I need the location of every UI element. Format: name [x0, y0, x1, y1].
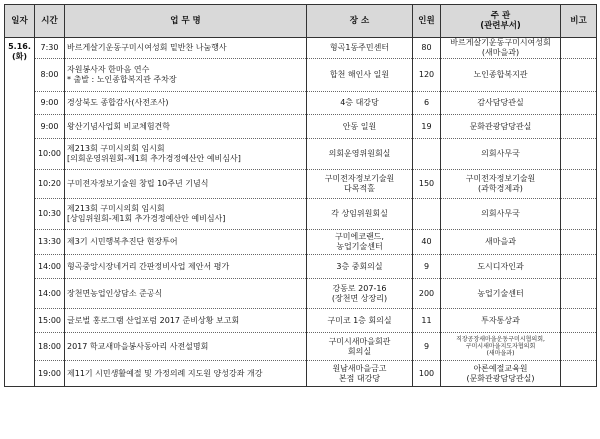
table-row: [5, 38, 597, 59]
place-text: 구미코 1층 회의실: [327, 315, 392, 325]
task-text: [상임위원회-제1회 추가경정예산안 예비심사]: [67, 214, 226, 223]
time-cell: 19:00: [35, 361, 65, 387]
host-text: 새마을과: [485, 237, 516, 246]
header-date: 일자: [5, 5, 35, 38]
place-text: 다목적홀: [344, 184, 375, 193]
task-text: 자원봉사자 한마음 연수: [67, 65, 150, 74]
header-task: 업 무 명: [65, 5, 307, 38]
task-text: 글로벌 홍로그램 산업포럼 2017 준비상황 보고회: [67, 315, 240, 325]
task-text: 제213회 구미시의회 임시회: [67, 144, 165, 153]
time-cell: 8:00: [35, 59, 65, 92]
task-text: * 출발 : 노인종합복지관 주차장: [67, 75, 177, 84]
note-cell: [561, 361, 597, 387]
host-cell: [441, 59, 561, 92]
people-cell: 150: [413, 170, 441, 199]
time-cell: 15:00: [35, 309, 65, 333]
task-cell: [65, 115, 307, 139]
task-cell: [65, 333, 307, 361]
place-cell: [307, 309, 413, 333]
table-row: [5, 230, 597, 255]
place-text: (장천면 상장리): [331, 293, 388, 303]
host-cell: [441, 279, 561, 309]
place-cell: [307, 115, 413, 139]
host-cell: [441, 230, 561, 255]
task-text: 제11기 시민생활예절 및 가정의례 지도원 양성강좌 개강: [67, 368, 263, 378]
task-text: 장천면농업인상담소 준공식: [67, 288, 163, 298]
place-cell: [307, 255, 413, 279]
host-cell: [441, 38, 561, 59]
place-cell: [307, 279, 413, 309]
place-text: 3층 중회의실: [336, 261, 383, 271]
task-text: 경상북도 종합감사(사전조사): [67, 98, 169, 107]
date-label: (화): [11, 52, 28, 61]
host-cell: [441, 255, 561, 279]
place-cell: [307, 170, 413, 199]
place-cell: [307, 199, 413, 230]
table-row: [5, 361, 597, 387]
time-cell: 14:00: [35, 255, 65, 279]
note-cell: [561, 38, 597, 59]
header-host-title: 주 관: [490, 11, 511, 21]
host-cell: [441, 361, 561, 387]
time-cell: 14:00: [35, 279, 65, 309]
people-cell: 80: [413, 38, 441, 59]
host-text: 아론예절교육원: [473, 363, 528, 373]
host-cell: [441, 199, 561, 230]
host-text: (새마을과): [481, 48, 520, 57]
note-cell: [561, 279, 597, 309]
note-cell: [561, 309, 597, 333]
place-cell: [307, 38, 413, 59]
time-cell: 7:30: [35, 38, 65, 59]
table-row: [5, 115, 597, 139]
place-text: 안동 일원: [342, 121, 377, 131]
time-cell: 9:00: [35, 92, 65, 115]
host-text: 의회사무국: [481, 149, 520, 158]
place-text: 구미전자정보기술원: [324, 174, 395, 183]
host-text: 농업기술센터: [477, 288, 524, 298]
people-cell: 9: [413, 333, 441, 361]
place-cell: [307, 361, 413, 387]
place-cell: [307, 333, 413, 361]
host-text: 의회사무국: [481, 209, 520, 218]
host-text: 구미전자정보기술원: [465, 174, 536, 183]
place-text: 농업기술센터: [336, 242, 383, 251]
task-cell: [65, 199, 307, 230]
time-cell: 18:00: [35, 333, 65, 361]
host-cell: [441, 170, 561, 199]
task-cell: [65, 279, 307, 309]
host-cell: [441, 92, 561, 115]
task-text: [의회운영위원회-제1회 추가경정예산안 예비심사]: [67, 154, 241, 163]
note-cell: [561, 230, 597, 255]
task-text: 왕산기념사업회 비교체험견학: [67, 121, 171, 131]
header-people: 인원: [413, 5, 441, 38]
place-cell: [307, 139, 413, 170]
task-cell: [65, 38, 307, 59]
host-text: 도시디자인과: [477, 261, 524, 271]
host-text: 바르게살기운동구미시여성회: [450, 38, 551, 47]
task-text: 제3기 시민행복추진단 현장투어: [67, 237, 178, 246]
place-text: 형곡1동주민센터: [329, 43, 390, 52]
host-text: 노인종합복지관: [473, 70, 528, 79]
host-text: 구미시새마을지도자협의회: [465, 343, 536, 350]
people-cell: 11: [413, 309, 441, 333]
people-cell: [413, 139, 441, 170]
table-row: [5, 309, 597, 333]
host-cell: [441, 139, 561, 170]
place-text: 합천 해인사 일원: [329, 70, 390, 79]
schedule-table: [4, 4, 597, 387]
task-cell: [65, 230, 307, 255]
note-cell: [561, 92, 597, 115]
host-text: (과학경제과): [478, 184, 523, 193]
people-cell: [413, 199, 441, 230]
date-cell: [5, 38, 35, 387]
place-cell: [307, 92, 413, 115]
date-label: 5.16.: [8, 42, 31, 51]
task-text: 형곡중앙시장네거리 간판정비사업 제안서 평가: [67, 261, 230, 271]
table-row: [5, 255, 597, 279]
header-note: 비고: [561, 5, 597, 38]
place-text: 본점 대강당: [338, 373, 381, 383]
place-cell: [307, 59, 413, 92]
header-host: [441, 5, 561, 38]
people-cell: 6: [413, 92, 441, 115]
time-cell: 10:30: [35, 199, 65, 230]
place-text: 구미에코랜드,: [335, 232, 384, 241]
table-row: [5, 59, 597, 92]
note-cell: [561, 199, 597, 230]
note-cell: [561, 115, 597, 139]
host-text: 감사담당관실: [477, 98, 524, 107]
task-cell: [65, 92, 307, 115]
note-cell: [561, 255, 597, 279]
note-cell: [561, 139, 597, 170]
task-cell: [65, 255, 307, 279]
time-cell: 13:30: [35, 230, 65, 255]
task-cell: [65, 139, 307, 170]
people-cell: 19: [413, 115, 441, 139]
header-host-sub: (관련부서): [480, 21, 521, 31]
note-cell: [561, 333, 597, 361]
table-row: [5, 92, 597, 115]
task-text: 구미전자정보기술원 창립 10주년 기념식: [67, 179, 209, 188]
place-text: 원남새마을금고: [332, 363, 387, 373]
header-time: 시간: [35, 5, 65, 38]
table-row: [5, 279, 597, 309]
task-cell: [65, 59, 307, 92]
task-cell: [65, 361, 307, 387]
table-row: [5, 170, 597, 199]
people-cell: 9: [413, 255, 441, 279]
place-text: 4층 대강당: [340, 98, 379, 107]
task-text: 바르게살기운동구미시여성회 밑반찬 나눔행사: [67, 43, 227, 52]
host-cell: [441, 333, 561, 361]
header-place: 장 소: [307, 5, 413, 38]
task-text: 2017 학교새마을봉사동아리 사전설명회: [67, 341, 209, 351]
table-row: [5, 139, 597, 170]
host-text: 문화관광담당관실: [469, 121, 532, 131]
note-cell: [561, 170, 597, 199]
time-cell: 9:00: [35, 115, 65, 139]
place-text: 구미시새마을회관: [328, 336, 391, 346]
host-text: 투자통상과: [481, 315, 520, 325]
place-text: 각 상임위원회실: [331, 209, 388, 218]
table-row: [5, 333, 597, 361]
people-cell: 40: [413, 230, 441, 255]
place-cell: [307, 230, 413, 255]
table-row: [5, 199, 597, 230]
place-text: 의회운영위원회실: [328, 149, 391, 158]
place-text: 강동로 207-16: [332, 283, 387, 293]
header-row: [5, 5, 597, 38]
time-cell: 10:00: [35, 139, 65, 170]
host-cell: [441, 115, 561, 139]
host-text: 직장공장새마을운동구미시협의회,: [456, 336, 545, 343]
host-cell: [441, 309, 561, 333]
task-cell: [65, 309, 307, 333]
task-cell: [65, 170, 307, 199]
note-cell: [561, 59, 597, 92]
time-cell: 10:20: [35, 170, 65, 199]
people-cell: 200: [413, 279, 441, 309]
host-text: (문화관광담당관실): [466, 373, 535, 383]
people-cell: 100: [413, 361, 441, 387]
people-cell: 120: [413, 59, 441, 92]
task-text: 제213회 구미시의회 임시회: [67, 204, 165, 213]
place-text: 회의실: [347, 346, 372, 356]
host-text: (새마을과): [486, 350, 515, 357]
